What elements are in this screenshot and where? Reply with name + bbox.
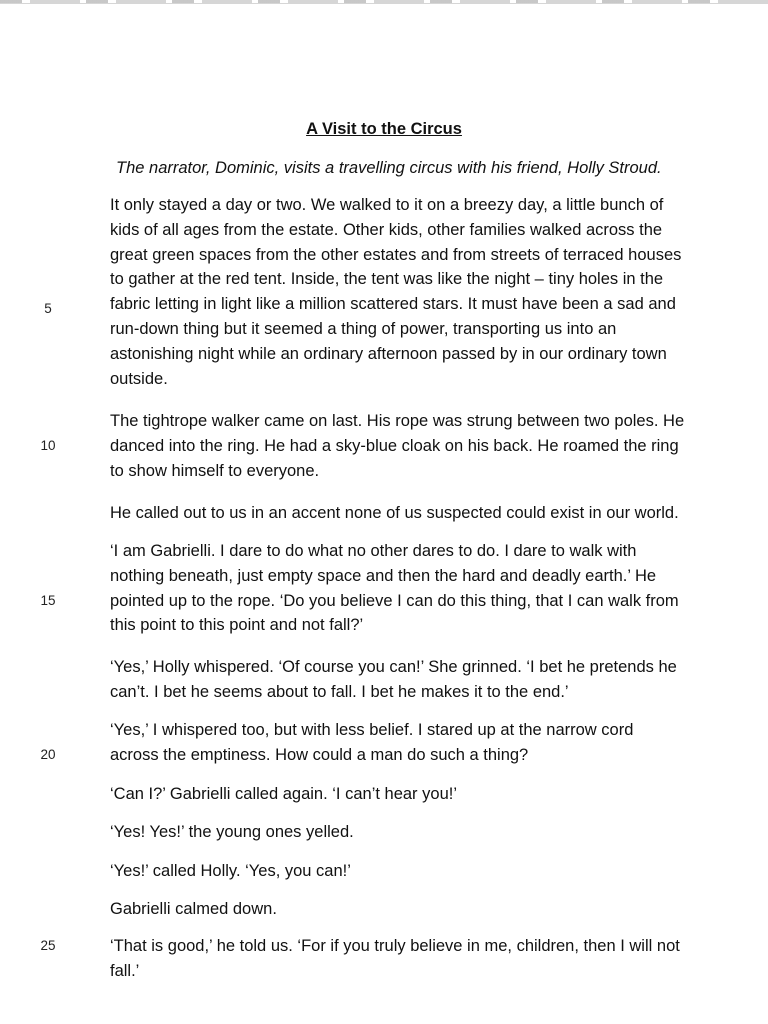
text-line: The tightrope walker came on last. His rope was strung between two poles. He <box>110 412 685 430</box>
paragraph-8 <box>110 820 680 845</box>
text-line: ‘That is good,’ he told us. ‘For if you truly believe in me, children, then I will not <box>110 937 680 955</box>
text-line: He called out to us in an accent none of us suspected could exist in our world. <box>110 504 679 522</box>
paragraph-3 <box>110 501 680 526</box>
text-line: kids of all ages from the estate. Other kids, other families walked across the <box>110 220 663 239</box>
text-line: across the emptiness. How could a man do such a thing? <box>110 745 529 764</box>
text-line: fabric letting in light like a million scattered stars. It must have been a sad and <box>110 295 676 314</box>
paragraph-2 <box>110 409 685 483</box>
text-line: astonishing night while an ordinary afternoon passed by in our ordinary town <box>110 344 667 363</box>
text-line: ‘I am Gabrielli. I dare to do what no other dares to do. I dare to walk with <box>110 542 637 560</box>
text-line: run-down thing but it seemed a thing of power, transporting us into an <box>110 319 617 338</box>
text-line: outside. <box>110 369 168 388</box>
paragraph-7 <box>110 782 680 807</box>
text-line: ‘Can I?’ Gabrielli called again. ‘I can’t hear you!’ <box>110 785 457 803</box>
text-line: this point to this point and not fall?’ <box>110 616 364 635</box>
text-line: to gather at the red tent. Inside, the tent was like the night – tiny holes in the <box>110 270 664 289</box>
text-line: pointed up to the rope. ‘Do you believe I can do this thing, that I can walk from <box>110 591 679 610</box>
line-number: 25 <box>40 938 56 953</box>
paragraph-11 <box>110 934 680 984</box>
text-line: Gabrielli calmed down. <box>110 900 277 918</box>
text-line: ‘Yes! Yes!’ the young ones yelled. <box>110 823 354 841</box>
text-line: ‘Yes!’ called Holly. ‘Yes, you can!’ <box>110 862 351 880</box>
document-title: A Visit to the Circus <box>306 120 462 138</box>
line-number: 10 <box>40 438 56 453</box>
intro-text: The narrator, Dominic, visits a travelling circus with his friend, Holly Stroud. <box>116 159 662 177</box>
text-line: can’t. I bet he seems about to fall. I bet he makes it to the end.’ <box>110 682 569 701</box>
text-line: danced into the ring. He had a sky-blue cloak on his back. He roamed the ring <box>110 436 679 455</box>
paragraph-4 <box>110 539 680 638</box>
text-line: ‘Yes,’ I whispered too, but with less belief. I stared up at the narrow cord <box>110 721 634 739</box>
text-line: It only stayed a day or two. We walked to it on a breezy day, a little bunch of <box>110 196 664 214</box>
text-line: nothing beneath, just empty space and then the hard and deadly earth.’ He <box>110 566 657 585</box>
line-number: 5 <box>44 301 52 316</box>
paragraph-6 <box>110 718 680 768</box>
paragraph-5 <box>110 655 680 705</box>
text-line: fall.’ <box>110 961 140 980</box>
line-number: 15 <box>40 593 56 608</box>
paragraph-1 <box>110 193 680 391</box>
text-line: great green spaces from the other estates and from streets of terraced houses <box>110 245 682 264</box>
paragraph-10 <box>110 897 680 922</box>
text-line: to show himself to everyone. <box>110 461 320 480</box>
paragraph-9 <box>110 859 680 884</box>
text-line: ‘Yes,’ Holly whispered. ‘Of course you can!’ She grinned. ‘I bet he pretends he <box>110 658 677 676</box>
line-number: 20 <box>40 747 56 762</box>
